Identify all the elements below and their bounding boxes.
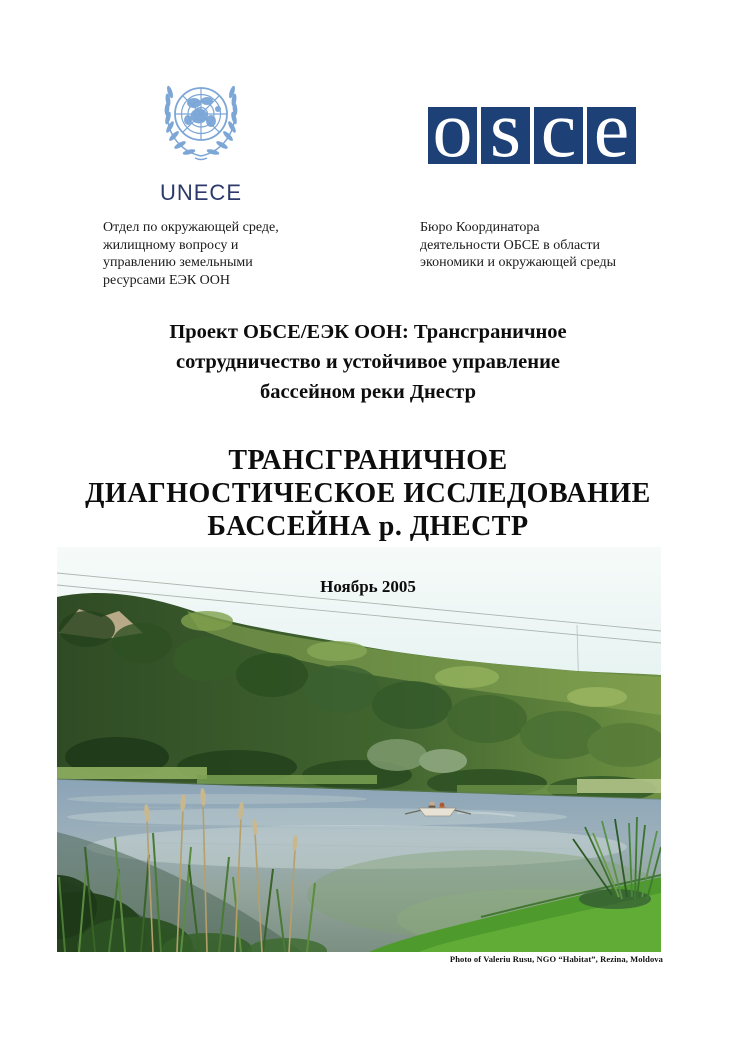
osce-letter-square: [481, 107, 530, 164]
text-line: Отдел по окружающей среде,: [103, 220, 279, 235]
osce-logo: [428, 107, 636, 164]
text-line: ресурсами ЕЭК ООН: [103, 272, 231, 288]
project-title: [6, 317, 730, 407]
title-line: ТРАНСГРАНИЧНОЕ: [228, 445, 508, 476]
osce-letter-square: [534, 107, 583, 164]
osce-office-text: [420, 219, 665, 272]
title-line: ДИАГНОСТИЧЕСКОЕ ИССЛЕДОВАНИЕ: [85, 478, 651, 509]
title-line: сотрудничество и устойчивое управление: [176, 351, 560, 373]
text-line: деятельности ОБСЕ в области: [420, 237, 600, 253]
unece-logo: [146, 72, 256, 206]
osce-letter-e: e: [593, 107, 630, 164]
osce-letter-c: c: [540, 107, 577, 164]
river-landscape-photo: [57, 547, 661, 952]
unece-wordmark: UNECE: [159, 180, 242, 205]
photo-credit: Photo of Valeriu Rusu, NGO “Habitat”, Rezina, Moldova: [449, 954, 663, 964]
text-line: Бюро Координатора: [420, 220, 540, 235]
title-line: Проект ОБСЕ/ЕЭК ООН: Трансграничное: [169, 321, 567, 343]
osce-letter-o: o: [432, 107, 473, 164]
report-date: Ноябрь 2005: [320, 577, 416, 596]
cover-photo: [57, 547, 661, 952]
title-line: БАССЕЙНА р. ДНЕСТР: [207, 511, 529, 542]
title-line: бассейном реки Днестр: [260, 381, 476, 403]
text-line: экономики и окружающей среды: [420, 255, 616, 270]
unece-department-text: [103, 219, 343, 289]
osce-letter-square: [587, 107, 636, 164]
text-line: управлению земельными: [103, 255, 253, 270]
osce-letter-s: s: [489, 107, 522, 164]
osce-letter-square: [428, 107, 477, 164]
text-line: жилищному вопросу и: [103, 237, 239, 253]
report-title: [6, 444, 730, 543]
un-emblem-icon: [149, 72, 253, 178]
un-globe: [175, 88, 227, 140]
